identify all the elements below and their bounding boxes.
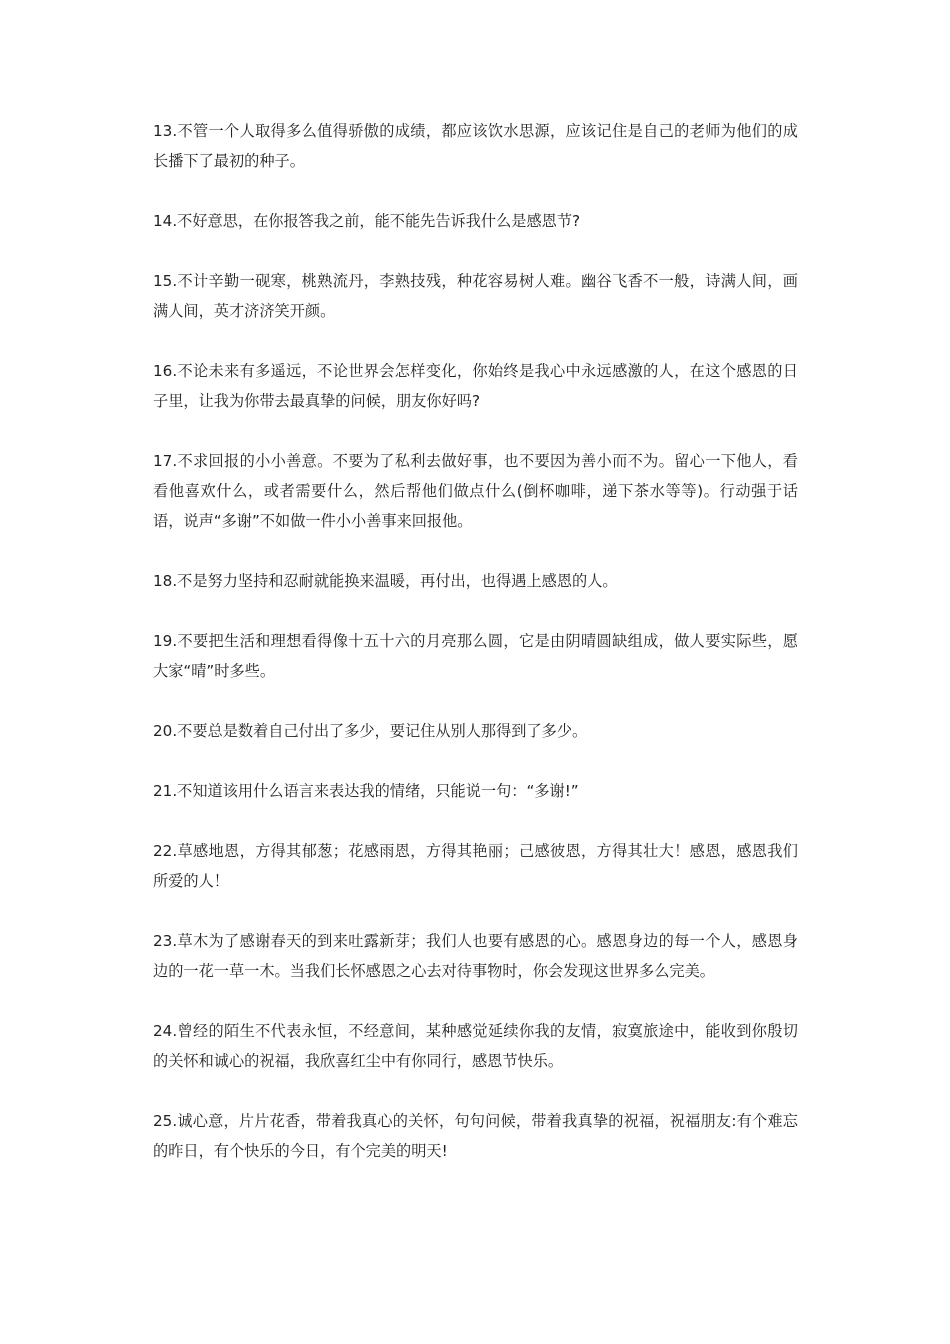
paragraph-16: 16.不论未来有多遥远，不论世界会怎样变化，你始终是我心中永远感激的人，在这个感恩的日子里，让我为你带去最真挚的问候，朋友你好吗? — [153, 362, 798, 410]
paragraph-24: 24.曾经的陌生不代表永恒，不经意间，某种感觉延续你我的友情，寂寞旅途中，能收到你殷切的关怀和诚心的祝福，我欣喜红尘中有你同行，感恩节快乐。 — [153, 1022, 798, 1070]
paragraph-21: 21.不知道该用什么语言来表达我的情绪，只能说一句：“多谢!” — [153, 782, 579, 800]
paragraph-14: 14.不好意思，在你报答我之前，能不能先告诉我什么是感恩节? — [153, 212, 581, 230]
paragraph-18: 18.不是努力坚持和忍耐就能换来温暖，再付出，也得遇上感恩的人。 — [153, 572, 618, 590]
paragraph-22: 22.草感地恩，方得其郁葱；花感雨恩，方得其艳丽；己感彼恩，方得其壮大！感恩，感恩我们所爱的人！ — [153, 842, 798, 890]
paragraph-13: 13.不管一个人取得多么值得骄傲的成绩，都应该饮水思源，应该记住是自己的老师为他们的成长播下了最初的种子。 — [153, 122, 798, 170]
paragraph-20: 20.不要总是数着自己付出了多少，要记住从别人那得到了多少。 — [153, 722, 588, 740]
paragraph-17: 17.不求回报的小小善意。不要为了私利去做好事，也不要因为善小而不为。留心一下他人，看看他喜欢什么，或者需要什么，然后帮他们做点什么(倒杯咖啡，递下茶水等等)。行动强于话语，说声“多谢”不如做一件小小善事来回报他。 — [153, 452, 798, 530]
paragraph-19: 19.不要把生活和理想看得像十五十六的月亮那么圆，它是由阴晴圆缺组成，做人要实际些，愿大家“晴”时多些。 — [153, 632, 798, 680]
paragraph-15: 15.不计辛勤一砚寒，桃熟流丹，李熟技残，种花容易树人难。幽谷飞香不一般，诗满人间，画满人间，英才济济笑开颜。 — [153, 272, 798, 320]
document-body — [153, 116, 798, 1196]
paragraph-23: 23.草木为了感谢春天的到来吐露新芽；我们人也要有感恩的心。感恩身边的每一个人，感恩身边的一花一草一木。当我们长怀感恩之心去对待事物时，你会发现这世界多么完美。 — [153, 932, 798, 980]
paragraph-25: 25.诚心意，片片花香，带着我真心的关怀，句句问候，带着我真挚的祝福，祝福朋友:有个难忘的昨日，有个快乐的今日，有个完美的明天! — [153, 1112, 798, 1160]
